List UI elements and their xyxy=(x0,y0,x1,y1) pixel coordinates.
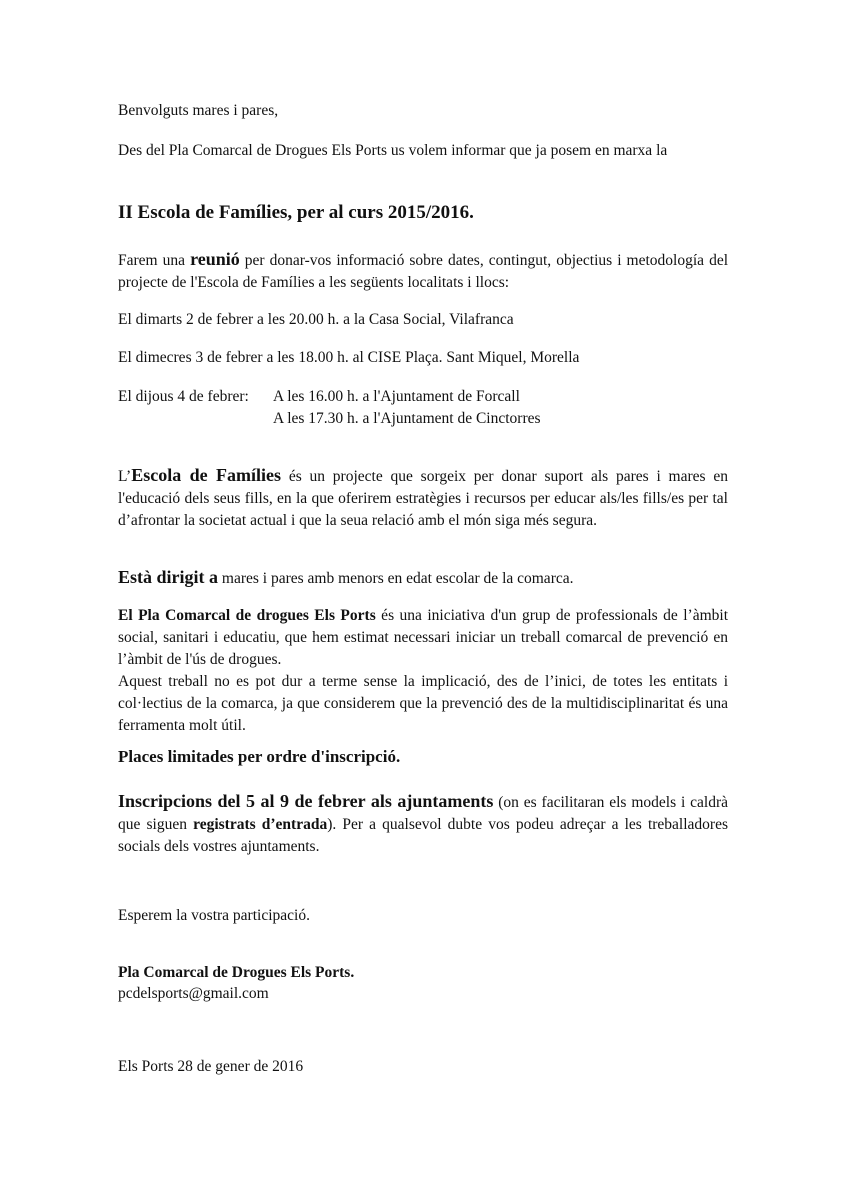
plan-paragraph-2: Aquest treball no es pot dur a terme sense la implicació, des de l’inici, de totes les entitats i col·lectius de la comarca, ja que considerem que la prevenció des de la multidisciplinaritat és una ferramenta molt útil. xyxy=(118,673,728,734)
school-name: Escola de Famílies xyxy=(131,465,282,485)
registration-bold: registrats d’entrada xyxy=(193,816,328,833)
target-paragraph: Està dirigit a mares i pares amb menors en edat escolar de la comarca. xyxy=(118,567,574,587)
slot-forcall: A les 16.00 h. a l'Ajuntament de Forcall xyxy=(273,388,520,405)
plan-name: El Pla Comarcal de drogues Els Ports xyxy=(118,607,376,624)
registration-paragraph: Inscripcions del 5 al 9 de febrer als ajuntaments (on es facilitaran els models i caldrà que siguen registrats d’entrada). Per a qualsevol dubte vos podeu adreçar a les treballadores socials dels vostres ajuntaments. xyxy=(118,791,729,855)
target-lead: Està dirigit a xyxy=(118,567,219,587)
closing-line: Esperem la vostra participació. xyxy=(118,907,310,924)
intro-paragraph: Des del Pla Comarcal de Drogues Els Ports us volem informar que ja posem en marxa la xyxy=(118,142,668,159)
about-paragraph: L’Escola de Famílies és un projecte que sorgeix per donar suport als pares i mares en l'educació dels seus fills, en la que oferirem estratègies i recursos per educar als/les fills/es per tal d’afrontar la societat actual i que la seua relació amb el món siga més segura. xyxy=(118,465,728,529)
thursday-label: El dijous 4 de febrer: xyxy=(118,388,249,405)
date-line: Els Ports 28 de gener de 2016 xyxy=(118,1058,304,1075)
signature-org: Pla Comarcal de Drogues Els Ports. xyxy=(118,964,355,981)
meeting-keyword: reunió xyxy=(190,249,240,269)
session-vilafranca: El dimarts 2 de febrer a les 20.00 h. a la Casa Social, Vilafranca xyxy=(118,311,514,328)
slot-cinctorres: A les 17.30 h. a l'Ajuntament de Cinctorres xyxy=(273,410,541,427)
thursday-schedule xyxy=(118,386,728,430)
places-notice: Places limitades per ordre d'inscripció. xyxy=(118,747,401,766)
headline: II Escola de Famílies, per al curs 2015/2016. xyxy=(118,202,474,223)
greeting: Benvolguts mares i pares, xyxy=(118,102,279,119)
plan-paragraph: El Pla Comarcal de drogues Els Ports és una iniciativa d'un grup de professionals de l’àmbit social, sanitari i educatiu, que hem estimat necessari iniciar un treball comarcal de prevenció en l’àmbit de l'ús de drogues. Aquest treball no es pot dur a terme sense la implicació, des de l’inici, de totes les entitats i col·lectius de la comarca, ja que considerem que la prevenció des de la multidisciplinaritat és una ferramenta molt útil. xyxy=(118,605,728,737)
signature-email: pcdelsports@gmail.com xyxy=(118,985,269,1002)
session-morella: El dimecres 3 de febrer a les 18.00 h. al CISE Plaça. Sant Miquel, Morella xyxy=(118,349,580,366)
registration-lead: Inscripcions del 5 al 9 de febrer als ajuntaments xyxy=(118,791,494,811)
meeting-paragraph: Farem una reunió per donar-vos informació sobre dates, contingut, objectius i metodología del projecte de l'Escola de Famílies a les següents localitats i llocs: xyxy=(118,249,729,291)
